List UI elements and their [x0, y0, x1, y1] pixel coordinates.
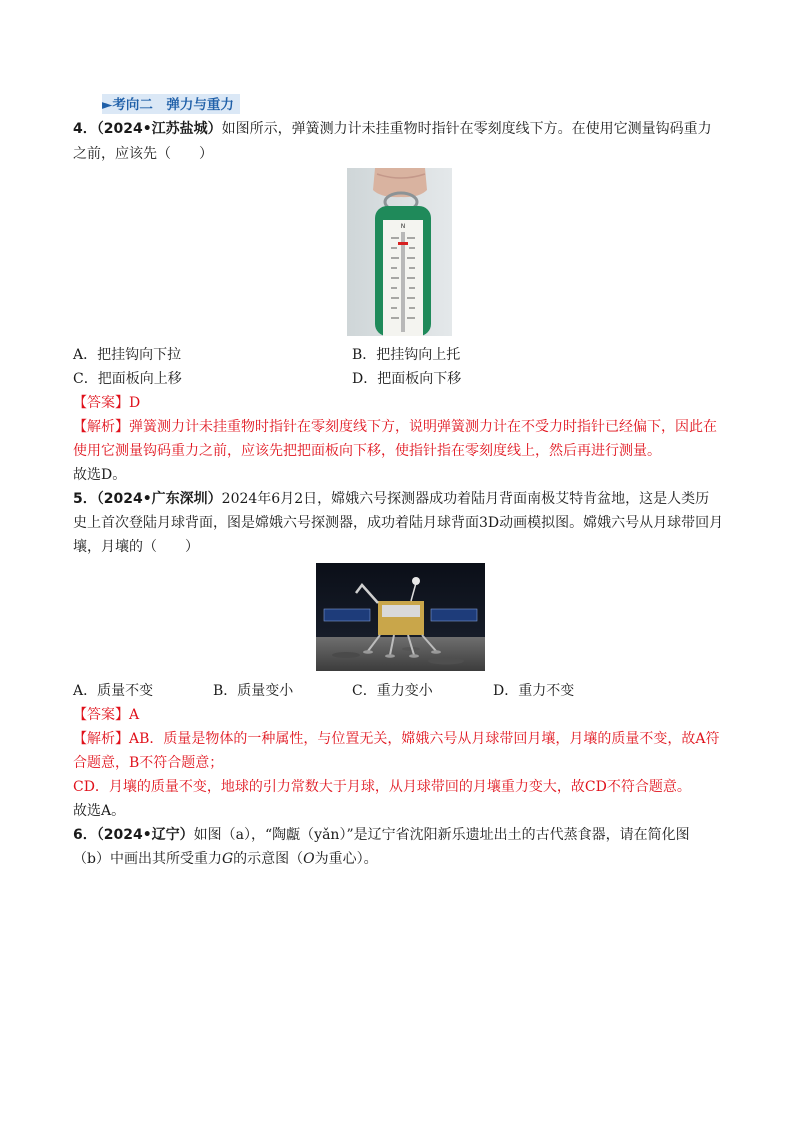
q5-stem-line-2: 史上首次登陆月球背面，图是嫦娥六号探测器，成功着陆月球背面3D动画模拟图。嫦娥六号从月球带回月 [73, 515, 724, 531]
q4-conclusion: 故选D。 [73, 467, 127, 483]
q5-answer: 【答案】A [73, 707, 140, 723]
q4-source: （2024•江苏盐城） [96, 121, 222, 137]
q5-analysis-line-2: 合题意，B不符合题意； [73, 755, 224, 771]
q5-analysis-line-1: 【解析】AB．质量是物体的一种属性，与位置无关，嫦娥六号从月球带回月壤，月壤的质量不变，故A符 [73, 731, 720, 747]
lunar-lander-illustration [316, 563, 485, 671]
q5-number: 5． [73, 491, 97, 507]
q6-stem-text-2b: 的示意图（ [233, 851, 304, 867]
q6-stem-text-2a: （b）中画出其所受重力 [73, 851, 222, 867]
q5-option-d: D．重力不变 [493, 683, 575, 699]
q6-stem-line-2 [73, 848, 378, 870]
q4-stem-line-2: 之前，应该先（ ） [73, 146, 213, 162]
q5-option-c: C．重力变小 [352, 683, 433, 699]
q5-conclusion: 故选A。 [73, 803, 126, 819]
q5-source: （2024•广东深圳） [96, 491, 222, 507]
scale-unit-label: N [400, 223, 406, 230]
spring-scale-illustration [347, 168, 452, 336]
q5-option-b: B．质量变小 [213, 683, 294, 699]
q4-answer: 【答案】D [73, 395, 141, 411]
q5-stem-line-1 [73, 488, 709, 510]
q5-stem-text-1: 2024年6月2日，嫦娥六号探测器成功着陆月背面南极艾特肯盆地，这是人类历 [221, 491, 710, 507]
q5-option-a: A．质量不变 [73, 683, 154, 699]
q6-stem-text-1: 如图（a），“陶甗（yǎn）”是辽宁省沈阳新乐遗址出土的古代蒸食器，请在简化图 [193, 827, 690, 843]
q4-option-a: A．把挂钩向下拉 [73, 347, 182, 363]
q5-analysis-line-3: CD．月壤的质量不变，地球的引力常数大于月球，从月球带回的月壤重力变大，故CD不符合题意。 [73, 779, 691, 795]
q6-symbol-o: O [303, 851, 315, 867]
q4-option-c: C．把面板向上移 [73, 371, 182, 387]
q4-stem-text-1: 如图所示，弹簧测力计未挂重物时指针在零刻度线下方。在使用它测量钩码重力 [221, 121, 712, 137]
q6-symbol-g: G [221, 851, 234, 867]
spring-scale-photo [347, 168, 452, 336]
q4-option-b: B．把挂钩向上托 [352, 347, 461, 363]
q4-option-d: D．把面板向下移 [352, 371, 462, 387]
q6-stem-text-2c: 为重心）。 [314, 851, 378, 867]
q5-stem-line-3: 壤，月壤的（ ） [73, 539, 199, 555]
q4-analysis-line-1: 【解析】弹簧测力计未挂重物时指针在零刻度线下方，说明弹簧测力计在不受力时指针已经偏下，因此在 [73, 419, 717, 435]
section-heading-text: ►考向二 弹力与重力 [102, 97, 234, 113]
q6-source: （2024•辽宁） [96, 827, 194, 843]
q6-number: 6． [73, 827, 97, 843]
q4-stem-line-1 [73, 118, 712, 140]
q6-stem-line-1 [73, 824, 690, 846]
chang-e-6-lander-image [316, 563, 485, 671]
q4-analysis-line-2: 使用它测量钩码重力之前，应该先把把面板向下移，使指针指在零刻度线上，然后再进行测量。 [73, 443, 661, 459]
section-heading [102, 94, 240, 114]
q4-number: 4． [73, 121, 97, 137]
